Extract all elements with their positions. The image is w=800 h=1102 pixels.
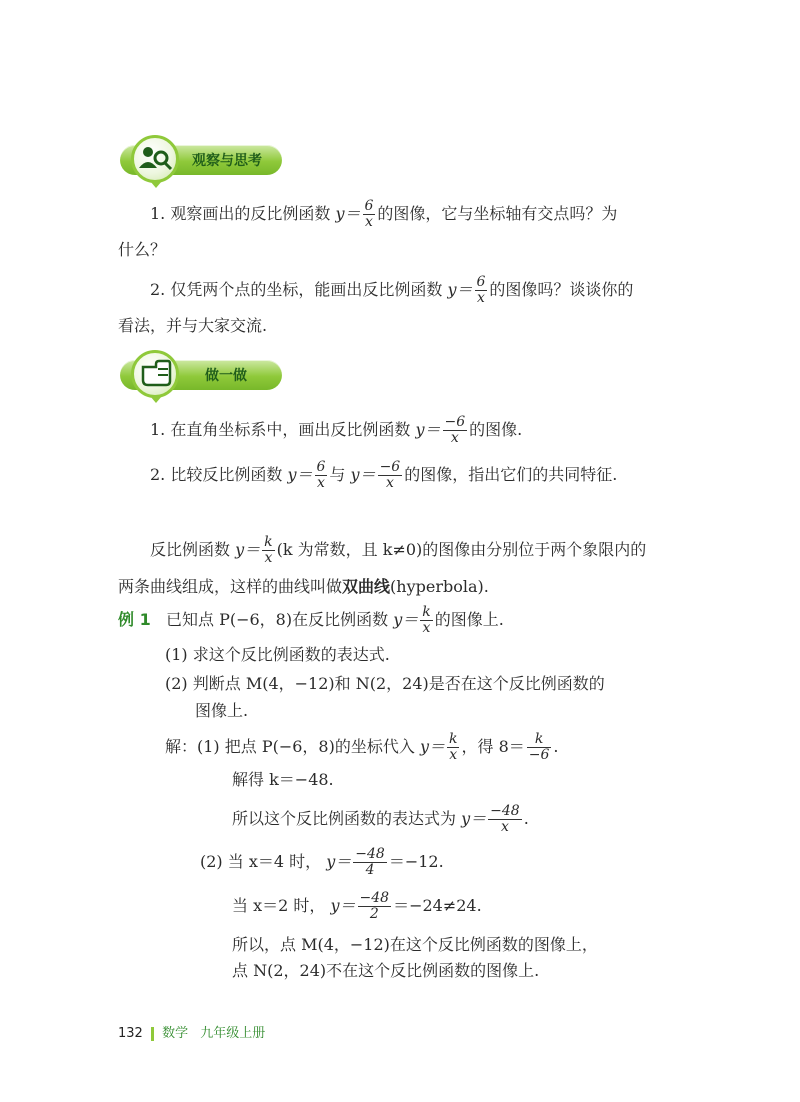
- sol-den: x: [449, 747, 458, 763]
- sol-expr-num: −48: [490, 803, 520, 819]
- def-line2-a: 两条曲线组成，这样的曲线叫做: [118, 577, 343, 596]
- definition-line-2: [118, 573, 489, 601]
- q2-text-b: 的图像吗？谈谈你的: [489, 280, 634, 299]
- q2-fraction: [475, 275, 488, 306]
- question-1-line2: 什么？: [118, 240, 167, 259]
- t2-y2: y＝: [350, 465, 376, 484]
- sol-fraction-2: [527, 732, 552, 763]
- sol-text-c: .: [553, 737, 559, 756]
- s2-text-b: ＝−12.: [388, 852, 444, 871]
- def-text-a: 反比例函数: [150, 540, 231, 559]
- s3-text-a: 当 x＝2 时，: [232, 896, 326, 915]
- section-title-try: 做一做: [205, 368, 247, 384]
- question-1: [150, 199, 617, 230]
- def-num: k: [264, 534, 273, 550]
- solution-solve-k: 解得 k＝−48.: [232, 770, 334, 789]
- q1-text-b: 的图像，它与坐标轴有交点吗？为: [377, 204, 618, 223]
- example-statement: [118, 605, 504, 636]
- s3-text-b: ＝−24≠24.: [393, 896, 482, 915]
- def-y: y＝: [235, 540, 261, 559]
- page-number: 132: [118, 1026, 143, 1041]
- q2-num: 6: [476, 274, 486, 290]
- sol-fraction-1: [447, 732, 459, 763]
- example-label: 例 1: [118, 610, 151, 629]
- s3-y: y＝: [330, 896, 356, 915]
- example-num: k: [422, 604, 431, 620]
- task-2: [150, 460, 617, 491]
- t2-fraction-2: [378, 460, 403, 491]
- footer-subject: 数学: [162, 1026, 189, 1041]
- q1-y: y＝: [335, 204, 361, 223]
- t1-text-a: 1. 在直角坐标系中，画出反比例函数: [150, 420, 411, 439]
- solution-step-3: [232, 891, 482, 922]
- t2-num2: −6: [379, 459, 401, 475]
- q1-text-a: 1. 观察画出的反比例函数: [150, 204, 331, 223]
- example-stmt-b: 的图像上.: [434, 610, 504, 629]
- s2-num: −48: [355, 846, 385, 862]
- s3-fraction: [358, 891, 392, 922]
- try-icon: [131, 350, 179, 398]
- q2-den: x: [477, 290, 485, 306]
- def-den: x: [264, 550, 273, 566]
- section-title-observe: 观察与思考: [192, 153, 262, 169]
- sol-text-a: 解：(1) 把点 P(−6，8)的坐标代入: [165, 737, 415, 756]
- q2-text-a: 2. 仅凭两个点的坐标，能画出反比例函数: [150, 280, 443, 299]
- def-text-b: (k 为常数，且 k≠0)的图像由分别位于两个象限内的: [276, 540, 647, 559]
- example-question-1: (1) 求这个反比例函数的表达式.: [165, 645, 390, 664]
- sol-expr-y: y＝: [461, 809, 487, 828]
- footer-grade: 九年级上册: [200, 1026, 266, 1041]
- t2-text-b: 的图像，指出它们的共同特征.: [404, 465, 618, 484]
- q2-y: y＝: [447, 280, 473, 299]
- badge-arrow-icon: [150, 396, 162, 403]
- badge-arrow-icon: [150, 181, 162, 188]
- page-footer: [118, 1022, 265, 1041]
- q1-fraction: [363, 199, 376, 230]
- q1-num: 6: [364, 198, 374, 214]
- q1-den: x: [365, 214, 373, 230]
- sol-y: y＝: [419, 737, 445, 756]
- solution-conclusion-2: 点 N(2，24)不在这个反比例函数的图像上.: [232, 961, 540, 980]
- solution-expression: [232, 804, 529, 835]
- example-question-2-line2: 图像上.: [195, 701, 249, 720]
- t2-num1: 6: [316, 459, 326, 475]
- t1-den: x: [450, 430, 459, 446]
- footer-divider: [151, 1027, 154, 1041]
- def-fraction: [262, 535, 274, 566]
- sol-num: k: [449, 731, 458, 747]
- example-fraction: [420, 605, 432, 636]
- s2-den: 4: [365, 862, 375, 878]
- question-2: [150, 275, 633, 306]
- sol-num2: k: [527, 732, 552, 748]
- s2-y: y＝: [326, 852, 352, 871]
- sol-expr-den: x: [500, 819, 509, 835]
- sol-expr-fraction: [488, 804, 522, 835]
- t1-num: −6: [444, 414, 466, 430]
- solution-step-1: [165, 732, 559, 763]
- t2-text-a: 2. 比较反比例函数: [150, 465, 283, 484]
- t1-y: y＝: [415, 420, 441, 439]
- s3-den: 2: [369, 906, 379, 922]
- def-line2-b: (hyperbola).: [390, 577, 489, 596]
- t2-y1: y＝: [287, 465, 313, 484]
- t1-fraction: [443, 415, 468, 446]
- task-1: [150, 415, 522, 446]
- question-2-line2: 看法，并与大家交流.: [118, 316, 268, 335]
- t2-mid: 与: [329, 465, 346, 484]
- sol-expr-a: 所以这个反比例函数的表达式为: [232, 809, 457, 828]
- def-term: 双曲线: [342, 577, 391, 596]
- definition-line-1: [150, 535, 646, 566]
- solution-step-2: [200, 847, 444, 878]
- observe-icon: [131, 135, 179, 183]
- sol-expr-b: .: [523, 809, 529, 828]
- t1-text-b: 的图像.: [469, 420, 523, 439]
- s3-num: −48: [359, 890, 390, 906]
- s2-fraction: [353, 847, 387, 878]
- example-stmt-a: 已知点 P(−6，8)在反比例函数: [165, 610, 389, 629]
- example-y: y＝: [393, 610, 419, 629]
- t2-den2: x: [385, 475, 394, 491]
- example-den: x: [422, 620, 431, 636]
- t2-fraction-1: [315, 460, 328, 491]
- s2-text-a: (2) 当 x＝4 时，: [200, 852, 322, 871]
- solution-conclusion-1: 所以，点 M(4，−12)在这个反比例函数的图像上，: [232, 935, 598, 954]
- example-question-2-line1: (2) 判断点 M(4，−12)和 N(2，24)是否在这个反比例函数的: [165, 674, 605, 693]
- sol-text-b: ，得 8＝: [461, 737, 525, 756]
- sol-den2: −6: [528, 747, 550, 763]
- t2-den1: x: [317, 475, 325, 491]
